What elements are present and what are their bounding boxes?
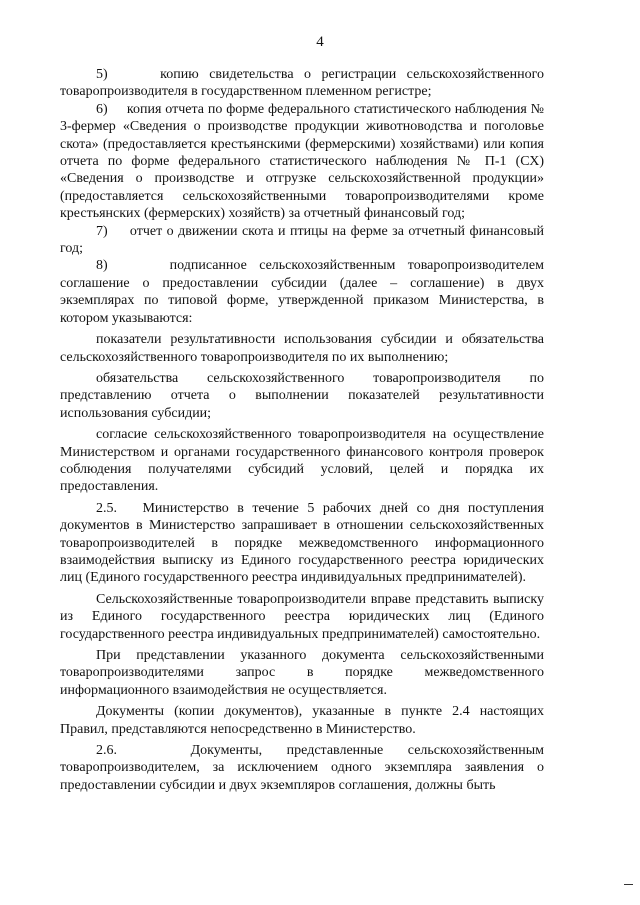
paragraph-no-request: При представлении указанного документа сельскохозяйственными товаропроизводителями запрос в порядке межведомственного информационного взаимодействия не осуществляется. xyxy=(60,648,544,698)
list-item-6: 6) копия отчета по форме федерального статистического наблюдения № 3-фермер «Сведения о производстве продукции животноводства и поголовье скота» (предоставляется крестьянскими (фермерскими) хозяйствами) или копия отчета по форме федерального статистического наблюдения № П-1 (СХ) «Сведения о производстве и отгрузке сельскохозяйственной продукции» (предоставляется сельскохозяйственными товаропроизводителями кроме крестьянских (фермерских) хозяйств) за отчетный финансовый год; xyxy=(60,101,544,222)
paragraph-extract-right: Сельскохозяйственные товаропроизводители вправе представить выписку из Единого государственного реестра юридических лиц (Единого государственного реестра индивидуальных предпринимателей) самостоятельно. xyxy=(60,591,544,642)
page-edge-mark xyxy=(624,884,633,885)
agreement-clause-consent: согласие сельскохозяйственного товаропроизводителя на осуществление Министерством и органами государственного финансового контроля проверок соблюдения получателями субсидий условий, целей и порядка их предоставления. xyxy=(60,427,544,495)
agreement-clause-indicators: показатели результативности использования субсидии и обязательства сельскохозяйственного товаропроизводителя по их выполнению; xyxy=(60,332,544,365)
list-item-8: 8) подписанное сельскохозяйственным товаропроизводителем соглашение о предоставлении субсидии (далее – соглашение) в двух экземплярах по типовой форме, утвержденной приказом Министерства, в котором указываются: xyxy=(60,258,544,326)
section-2-6: 2.6. Документы, представленные сельскохозяйственным товаропроизводителем, за исключением одного экземпляра заявления о предоставлении субсидии и двух экземпляров соглашения, должны быть xyxy=(60,743,544,793)
document-body xyxy=(60,66,544,794)
list-item-5: 5) копию свидетельства о регистрации сельскохозяйственного товаропроизводителя в государственном племенном регистре; xyxy=(60,67,544,100)
page-number: 4 xyxy=(316,34,324,50)
paragraph-documents-submitted: Документы (копии документов), указанные в пункте 2.4 настоящих Правил, представляются непосредственно в Министерство. xyxy=(60,704,544,737)
agreement-clause-report: обязательства сельскохозяйственного товаропроизводителя по представлению отчета о выполнении показателей результативности использования субсидии; xyxy=(60,370,544,421)
section-2-5: 2.5. Министерство в течение 5 рабочих дней со дня поступления документов в Министерство запрашивает в отношении сельскохозяйственных товаропроизводителей в порядке межведомственного информационного взаимодействия выписку из Единого государственного реестра юридических лиц (Единого государственного реестра индивидуальных предпринимателей). xyxy=(60,500,544,586)
list-item-7: 7) отчет о движении скота и птицы на ферме за отчетный финансовый год; xyxy=(60,223,544,257)
